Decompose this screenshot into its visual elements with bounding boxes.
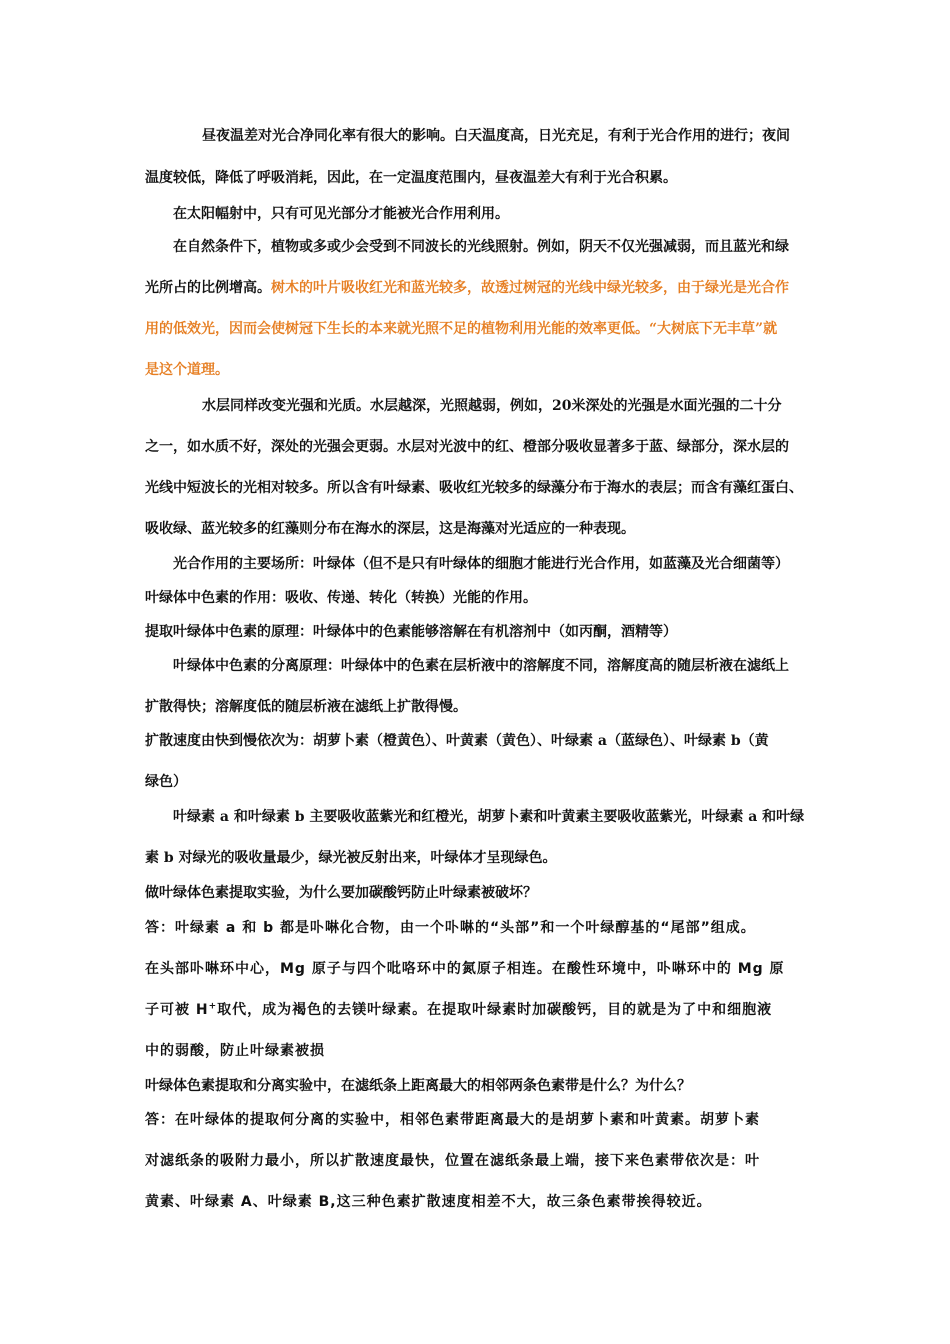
- text-line: 在自然条件下，植物或多或少会受到不同波长的光线照射。例如，阴天不仅光强减弱，而且蓝光和绿: [173, 239, 789, 255]
- text-line: 光合作用的主要场所：叶绿体（但不是只有叶绿体的细胞才能进行光合作用，如蓝藻及光合细菌等）: [173, 556, 789, 572]
- text-line: 叶绿体中色素的分离原理：叶绿体中的色素在层析液中的溶解度不同，溶解度高的随层析液在滤纸上: [173, 658, 789, 674]
- text-line: 水层同样改变光强和光质。水层越深，光照越弱，例如，20米深处的光强是水面光强的二十分: [202, 398, 782, 414]
- highlighted-text: 是这个道理。: [145, 362, 229, 378]
- text-line: 叶绿体中色素的作用：吸收、传递、转化（转换）光能的作用。: [145, 590, 537, 606]
- text-line: 在太阳幅射中，只有可见光部分才能被光合作用利用。: [173, 206, 509, 222]
- text-line: 吸收绿、蓝光较多的红藻则分布在海水的深层，这是海藻对光适应的一种表现。: [145, 521, 635, 537]
- text-line: 之一，如水质不好，深处的光强会更弱。水层对光波中的红、橙部分吸收显著多于蓝、绿部分，深水层的: [145, 439, 789, 455]
- text-line: 光线中短波长的光相对较多。所以含有叶绿素、吸收红光较多的绿藻分布于海水的表层；而含有藻红蛋白、: [145, 480, 803, 496]
- text-line: 绿色）: [145, 774, 187, 790]
- highlighted-text: 用的低效光，因而会使树冠下生长的本来就光照不足的植物利用光能的效率更低。“大树底下无丰草”就: [145, 321, 778, 337]
- answer-text: 答：叶绿素 a 和 b 都是卟啉化合物，由一个卟啉的“头部”和一个叶绿醇基的“尾部”组成。: [145, 920, 756, 936]
- text-line: 扩散得快；溶解度低的随层析液在滤纸上扩散得慢。: [145, 699, 467, 715]
- question-text: 做叶绿体色素提取实验，为什么要加碳酸钙防止叶绿素被破坏？: [145, 885, 537, 901]
- text-line: 昼夜温差对光合净同化率有很大的影响。白天温度高，日光充足，有利于光合作用的进行；夜间: [202, 128, 790, 144]
- answer-text: 在头部卟啉环中心，Mg 原子与四个吡咯环中的氮原子相连。在酸性环境中，卟啉环中的 Mg 原: [145, 961, 785, 977]
- answer-text: 答：在叶绿体的提取何分离的实验中，相邻色素带距离最大的是胡萝卜素和叶黄素。胡萝卜素: [145, 1112, 760, 1128]
- text-line: 提取叶绿体中色素的原理：叶绿体中的色素能够溶解在有机溶剂中（如丙酮，酒精等）: [145, 624, 677, 640]
- text-line: [145, 279, 815, 297]
- text-line: 素 b 对绿光的吸收量最少，绿光被反射出来，叶绿体才呈现绿色。: [145, 850, 557, 866]
- answer-text: 中的弱酸，防止叶绿素被损: [145, 1043, 325, 1059]
- answer-text: 对滤纸条的吸附力最小，所以扩散速度最快，位置在滤纸条最上端，接下来色素带依次是：叶: [145, 1153, 760, 1169]
- text-span: 光所占的比例增高。: [145, 280, 271, 296]
- text-line: 叶绿素 a 和叶绿素 b 主要吸收蓝紫光和红橙光，胡萝卜素和叶黄素主要吸收蓝紫光，叶绿素 a 和叶绿: [173, 809, 805, 825]
- text-line: 扩散速度由快到慢依次为：胡萝卜素（橙黄色）、叶黄素（黄色）、叶绿素 a（蓝绿色）、叶绿素 b（黄: [145, 733, 769, 749]
- question-text: 叶绿体色素提取和分离实验中，在滤纸条上距离最大的相邻两条色素带是什么？为什么？: [145, 1078, 691, 1094]
- answer-text: 黄素、叶绿素 A、叶绿素 B,这三种色素扩散速度相差不大，故三条色素带挨得较近。: [145, 1194, 712, 1210]
- text-span: 取代，成为褐色的去镁叶绿素。在提取叶绿素时加碳酸钙，目的就是为了中和细胞液: [217, 1002, 773, 1018]
- superscript-plus: +: [208, 1001, 218, 1012]
- text-line: 温度较低，降低了呼吸消耗，因此，在一定温度范围内，昼夜温差大有利于光合积累。: [145, 170, 677, 186]
- highlighted-text: 树木的叶片吸收红光和蓝光较多，故透过树冠的光线中绿光较多，由于绿光是光合作: [271, 280, 789, 296]
- answer-text: [145, 1001, 815, 1019]
- text-span: 子可被 H: [145, 1002, 209, 1018]
